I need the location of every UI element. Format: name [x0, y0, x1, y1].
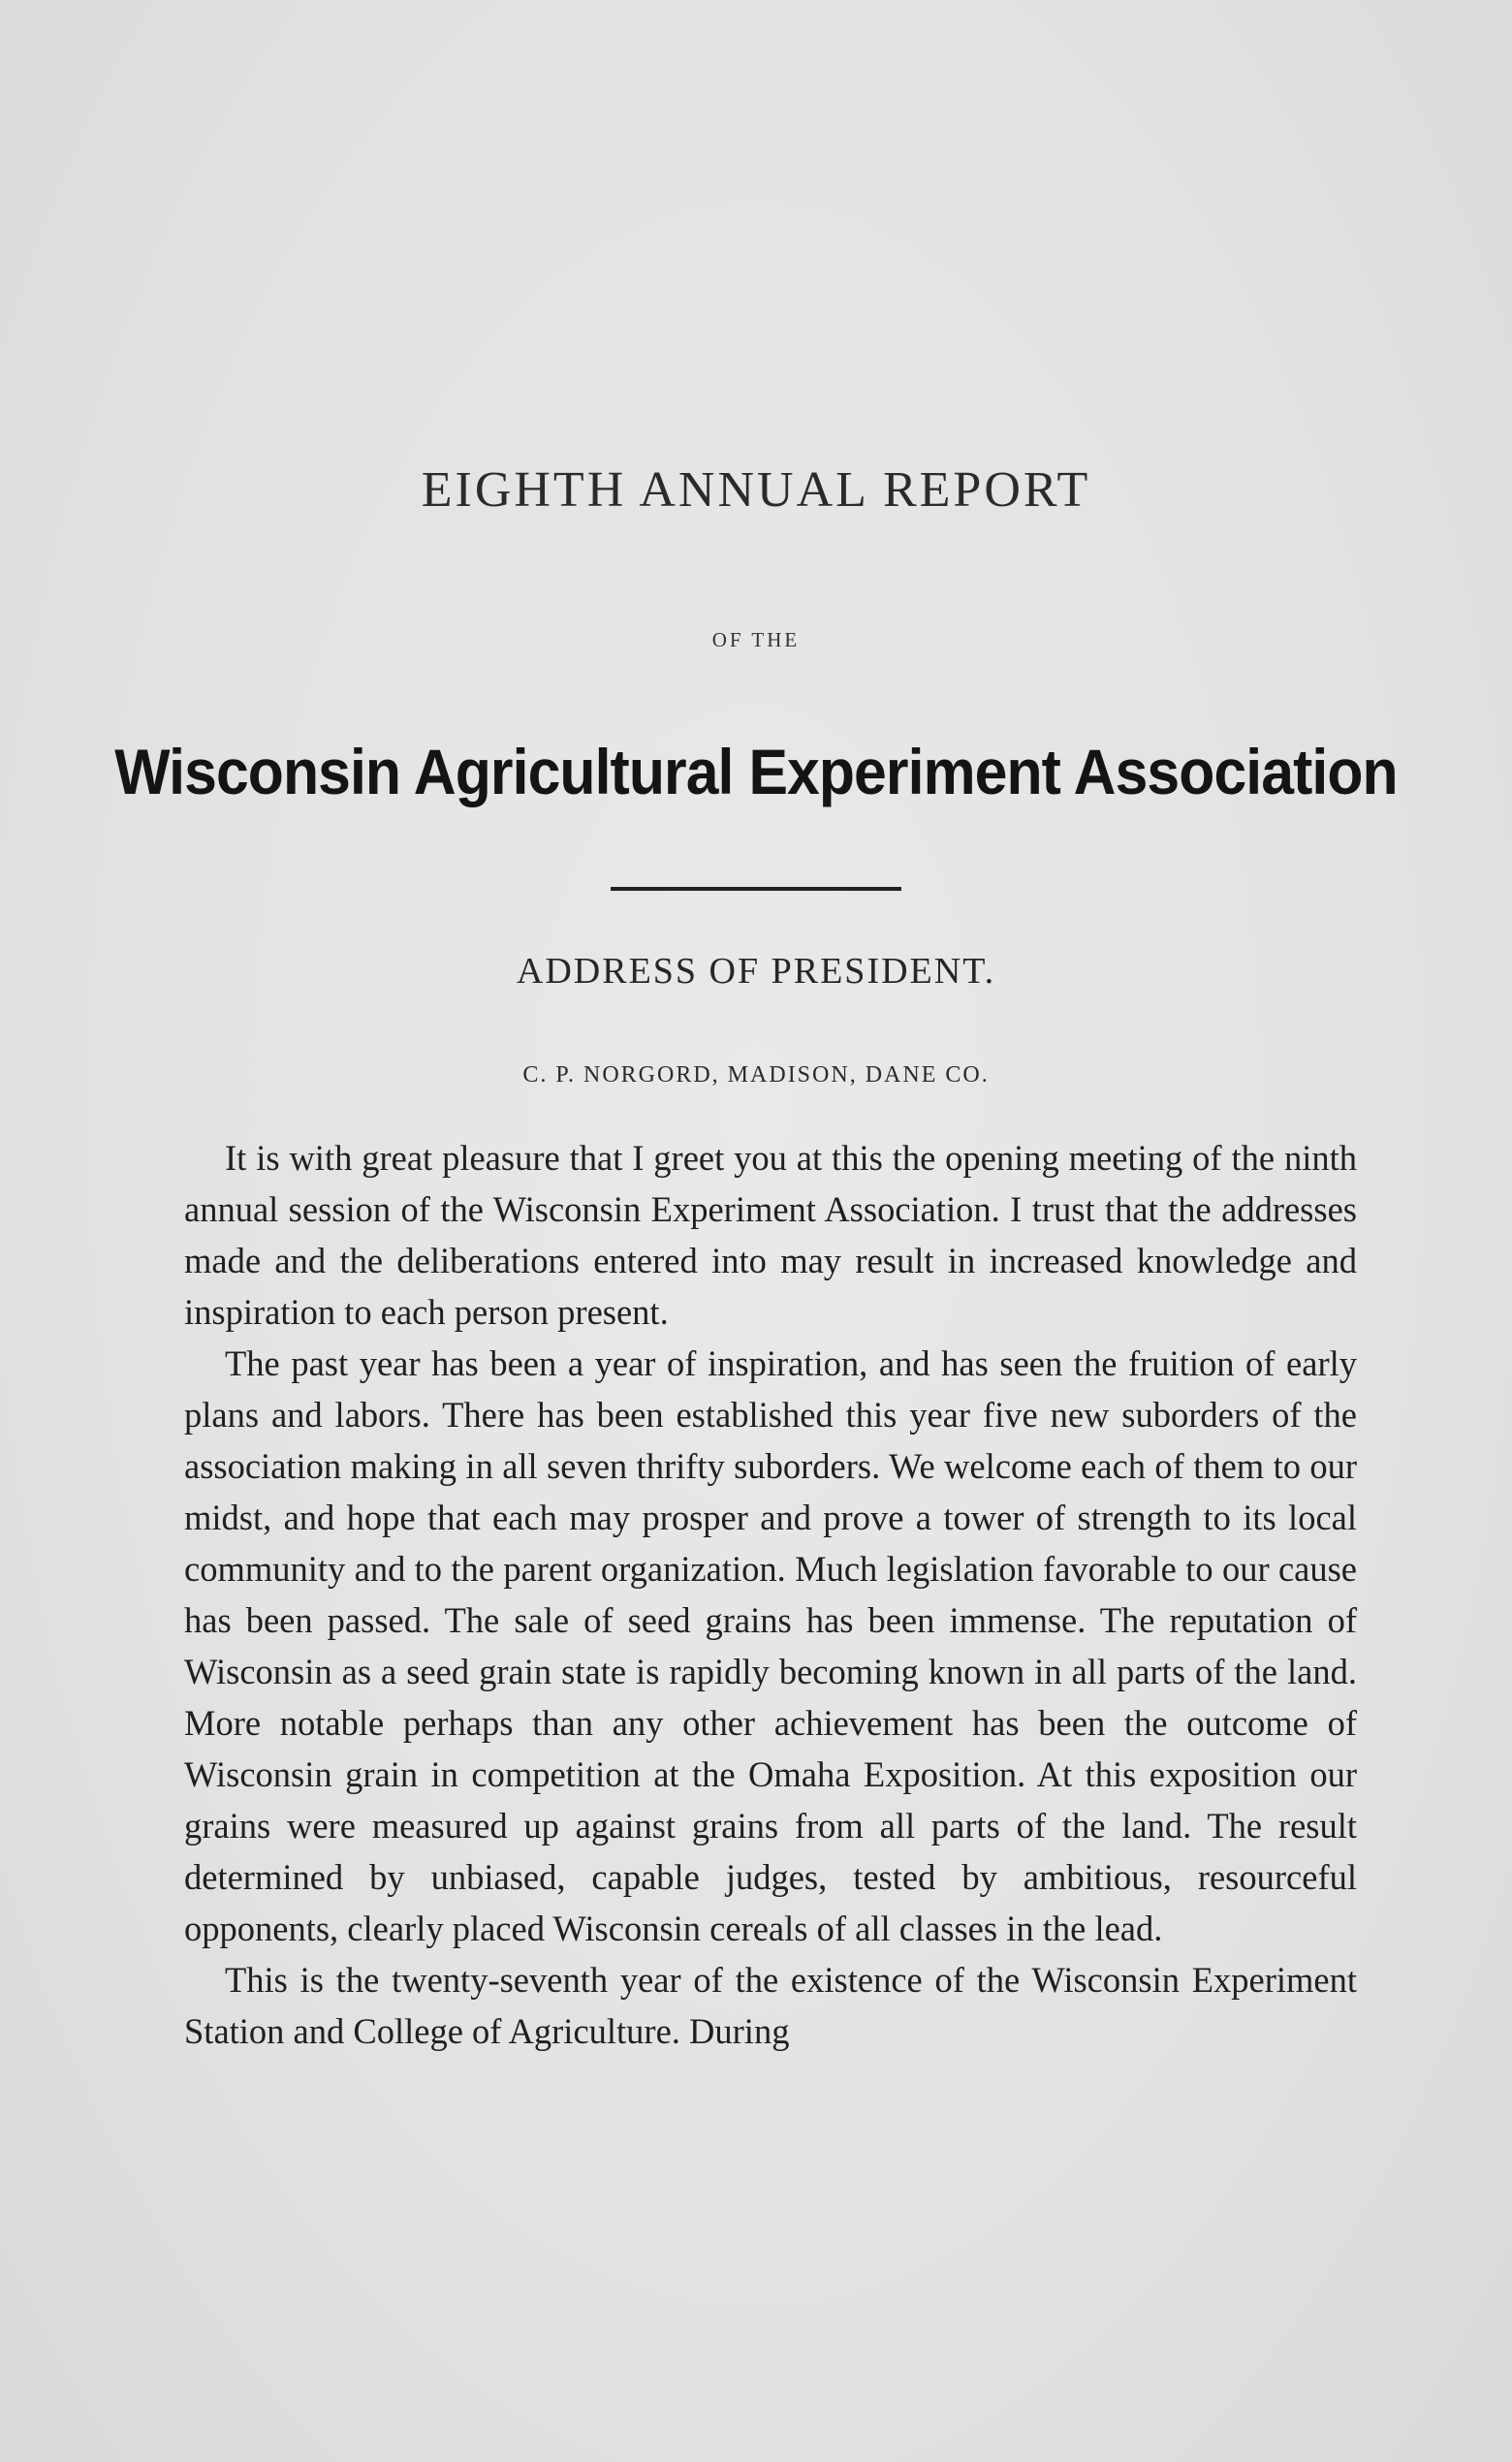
paragraph-2: The past year has been a year of inspiration, and has seen the fruition of early plans and labors. There has been established this year five new suborders of the association making in all seven thrifty suborders. We welcome each of them to our midst, and hope that each may prosper and prove a tower of strength to its local community and to the parent organization. Much legislation favorable to our cause has been passed. The sale of seed grains has been immense. The reputation of Wisconsin as a seed grain state is rapidly becoming known in all parts of the land. More notable perhaps than any other achievement has been the outcome of Wisconsin grain in competition at the Omaha Exposition. At this exposition our grains were measured up against grains from all parts of the land. The result determined by unbiased, capable judges, tested by ambitious, resourceful opponents, clearly placed Wisconsin cereals of all classes in the lead.: [184, 1343, 1357, 1948]
paragraph-3: This is the twenty-seventh year of the existence of the Wisconsin Experiment Station and College of Agriculture. During: [184, 1960, 1357, 2051]
association-name: Wisconsin Agricultural Experiment Association: [114, 736, 1398, 807]
section-divider: [611, 887, 901, 891]
body-text: [184, 1132, 1357, 2057]
report-title: EIGHTH ANNUAL REPORT: [421, 462, 1091, 518]
author-byline: C. P. NORGORD, MADISON, DANE CO.: [522, 1062, 990, 1088]
report-of-the: OF THE: [711, 628, 801, 651]
paragraph-1: It is with great pleasure that I greet you at this the opening meeting of the ninth annual session of the Wisconsin Experiment Association. I trust that the addresses made and the deliberations entered into may result in increased knowledge and inspiration to each person present.: [184, 1138, 1357, 1332]
section-title: ADDRESS OF PRESIDENT.: [516, 951, 996, 992]
